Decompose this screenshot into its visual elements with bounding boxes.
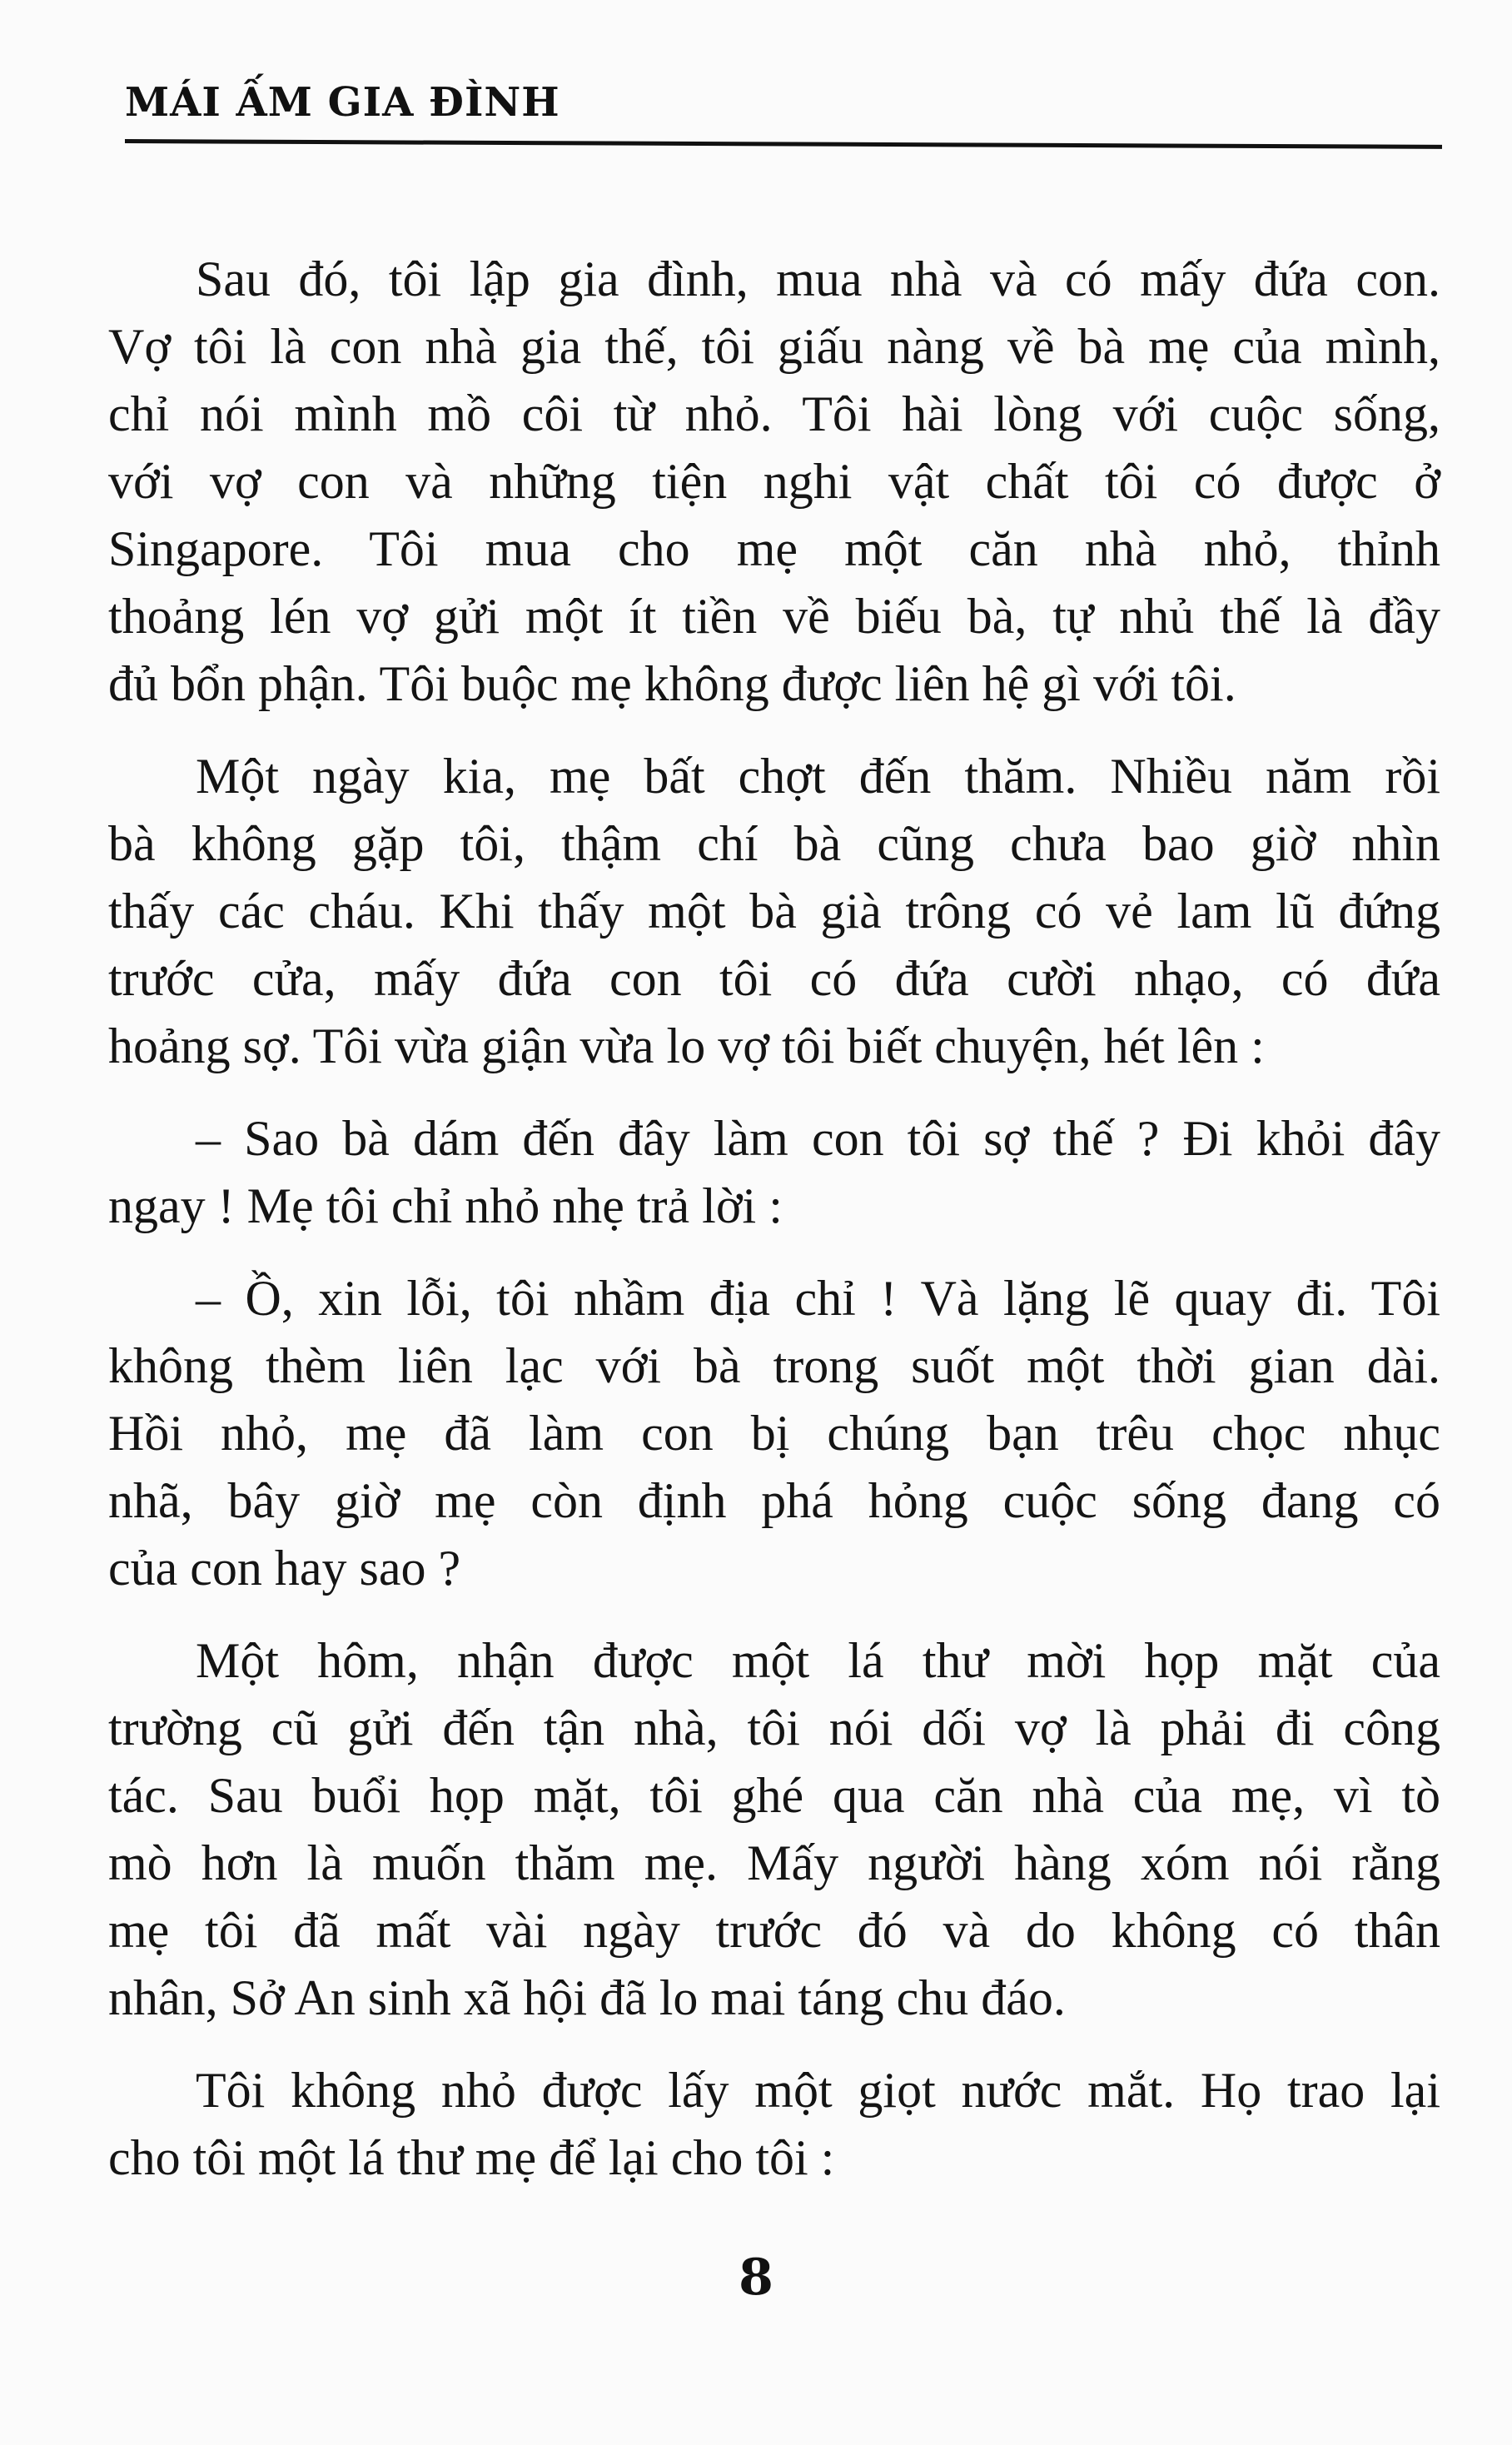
- text-line: Một ngày kia, mẹ bất chợt đến thăm. Nhiều năm rồi: [196, 749, 1440, 804]
- running-header: [125, 79, 1440, 146]
- text-line: của con hay sao ?: [108, 1541, 461, 1596]
- text-line: – Sao bà dám đến đây làm con tôi sợ thế ? Đi khỏi đây: [196, 1111, 1440, 1166]
- text-line: Một hôm, nhận được một lá thư mời họp mặt của: [196, 1633, 1440, 1688]
- text-line: hoảng sợ. Tôi vừa giận vừa lo vợ tôi biết chuyện, hét lên :: [108, 1018, 1265, 1073]
- paragraph-1: [108, 246, 1440, 718]
- text-line: Singapore. Tôi mua cho mẹ một căn nhà nhỏ, thỉnh: [108, 521, 1440, 576]
- text-line: thoảng lén vợ gửi một ít tiền về biếu bà, tự nhủ thế là đầy: [108, 589, 1440, 644]
- text-line: trước cửa, mấy đứa con tôi có đứa cười nhạo, có đứa: [108, 951, 1440, 1006]
- text-line: thấy các cháu. Khi thấy một bà già trông có vẻ lam lũ đứng: [108, 884, 1440, 939]
- paragraph-5: [108, 1627, 1440, 2032]
- chapter-title: MÁI ẤM GIA ĐÌNH: [125, 79, 560, 126]
- text-line: chỉ nói mình mồ côi từ nhỏ. Tôi hài lòng với cuộc sống,: [108, 386, 1440, 441]
- text-line: mò hơn là muốn thăm mẹ. Mấy người hàng xóm nói rằng: [108, 1835, 1440, 1890]
- text-line: Vợ tôi là con nhà gia thế, tôi giấu nàng về bà mẹ của mình,: [108, 319, 1440, 374]
- text-line: không thèm liên lạc với bà trong suốt một thời gian dài.: [108, 1338, 1440, 1393]
- paragraph-3: [108, 1105, 1440, 1240]
- text-line: trường cũ gửi đến tận nhà, tôi nói dối vợ là phải đi công: [108, 1701, 1440, 1755]
- page-number: 8: [739, 2248, 773, 2307]
- header-rule: [125, 139, 1442, 149]
- text-line: ngay ! Mẹ tôi chỉ nhỏ nhẹ trả lời :: [108, 1178, 783, 1233]
- text-line: Sau đó, tôi lập gia đình, mua nhà và có mấy đứa con.: [196, 251, 1440, 306]
- text-line: – Ồ, xin lỗi, tôi nhầm địa chỉ ! Và lặng lẽ quay đi. Tôi: [196, 1271, 1440, 1326]
- text-line: nhân, Sở An sinh xã hội đã lo mai táng chu đáo.: [108, 1970, 1066, 2025]
- body-text: [108, 246, 1440, 2192]
- text-line: Hồi nhỏ, mẹ đã làm con bị chúng bạn trêu chọc nhục: [108, 1406, 1440, 1461]
- text-line: tác. Sau buổi họp mặt, tôi ghé qua căn nhà của mẹ, vì tò: [108, 1768, 1440, 1823]
- text-line: Tôi không nhỏ được lấy một giọt nước mắt. Họ trao lại: [196, 2063, 1440, 2118]
- paragraph-4: [108, 1265, 1440, 1602]
- text-line: đủ bổn phận. Tôi buộc mẹ không được liên hệ gì với tôi.: [108, 656, 1236, 711]
- paragraph-6: [108, 2057, 1440, 2192]
- paragraph-2: [108, 743, 1440, 1080]
- text-line: bà không gặp tôi, thậm chí bà cũng chưa bao giờ nhìn: [108, 816, 1440, 871]
- text-line: nhã, bây giờ mẹ còn định phá hỏng cuộc sống đang có: [108, 1473, 1440, 1528]
- text-line: mẹ tôi đã mất vài ngày trước đó và do không có thân: [108, 1903, 1440, 1958]
- text-line: với vợ con và những tiện nghi vật chất tôi có được ở: [108, 454, 1440, 509]
- text-line: cho tôi một lá thư mẹ để lại cho tôi :: [108, 2130, 835, 2185]
